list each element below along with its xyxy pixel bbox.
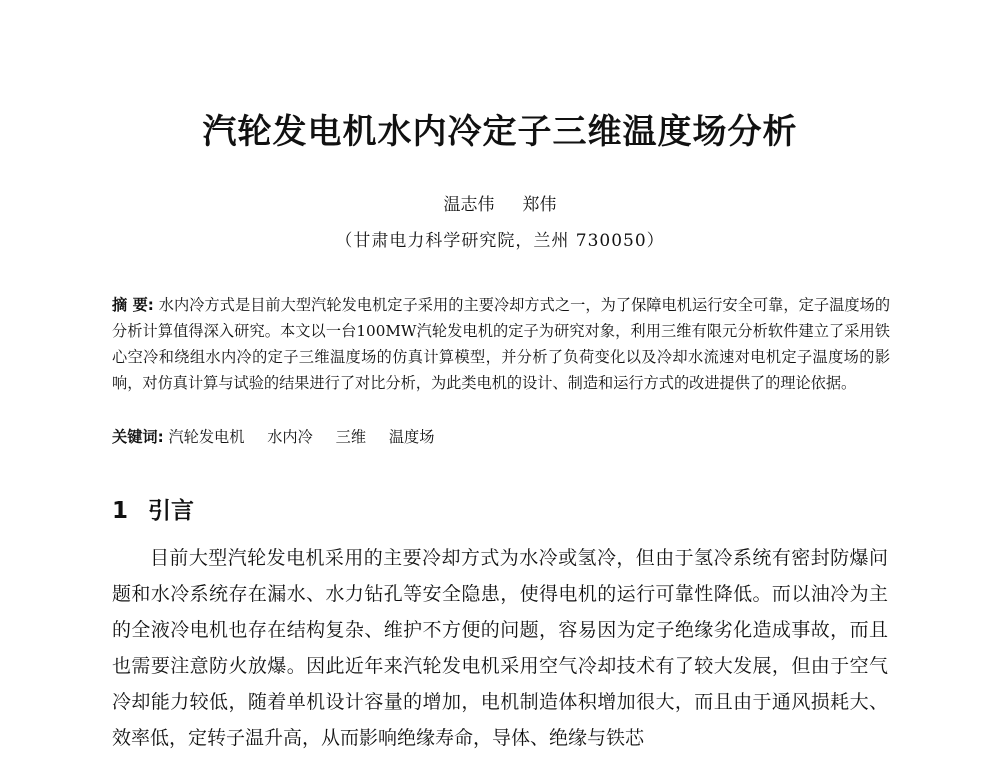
abstract-text: 水内冷方式是目前大型汽轮发电机定子采用的主要冷却方式之一，为了保障电机运行安全可靠，定子温度场的分析计算值得深入研究。本文以一台100MW汽轮发电机的定子为研究对象，利用三维有限元分析软件建立了采用铁心空冷和绕组水内冷的定子三维温度场的仿真计算模型，并分析了负荷变化以及冷却水流速对电机定子温度场的影响，对仿真计算与试验的结果进行了对比分析，为此类电机的设计、制造和运行方式的改进提供了的理论依据。 (112, 296, 891, 392)
section-number: 1 (112, 498, 129, 524)
section-title: 引言 (148, 498, 195, 524)
keywords (112, 424, 890, 450)
keyword: 三维 (335, 428, 366, 446)
keyword: 汽轮发电机 (168, 428, 245, 446)
keywords-label: 关键词: (112, 428, 164, 446)
author-name: 郑伟 (522, 195, 557, 215)
body-paragraph: 目前大型汽轮发电机采用的主要冷却方式为水冷或氢冷，但由于氢冷系统有密封防爆问题和水冷系统存在漏水、水力钻孔等安全隐患，使得电机的运行可靠性降低。而以油冷为主的全液冷电机也存在结构复杂、维护不方便的问题，容易因为定子绝缘劣化造成事故，而且也需要注意防火放爆。因此近年来汽轮发电机采用空气冷却技术有了较大发展，但由于空气冷却能力较低，随着单机设计容量的增加，电机制造体积增加很大，而且由于通风损耗大、效率低，定转子温升高，从而影响绝缘寿命，导体、绝缘与铁芯 (112, 547, 888, 749)
abstract (112, 292, 890, 396)
section-heading (112, 492, 194, 525)
author-name: 温志伟 (443, 195, 495, 215)
keyword: 温度场 (388, 428, 435, 446)
author-list (0, 190, 1000, 215)
paper-title: 汽轮发电机水内冷定子三维温度场分析 (202, 112, 798, 152)
keyword: 水内冷 (267, 428, 313, 446)
abstract-label: 摘 要: (112, 296, 154, 314)
affiliation: （甘肃电力科学研究院，兰州 730050） (335, 231, 665, 251)
